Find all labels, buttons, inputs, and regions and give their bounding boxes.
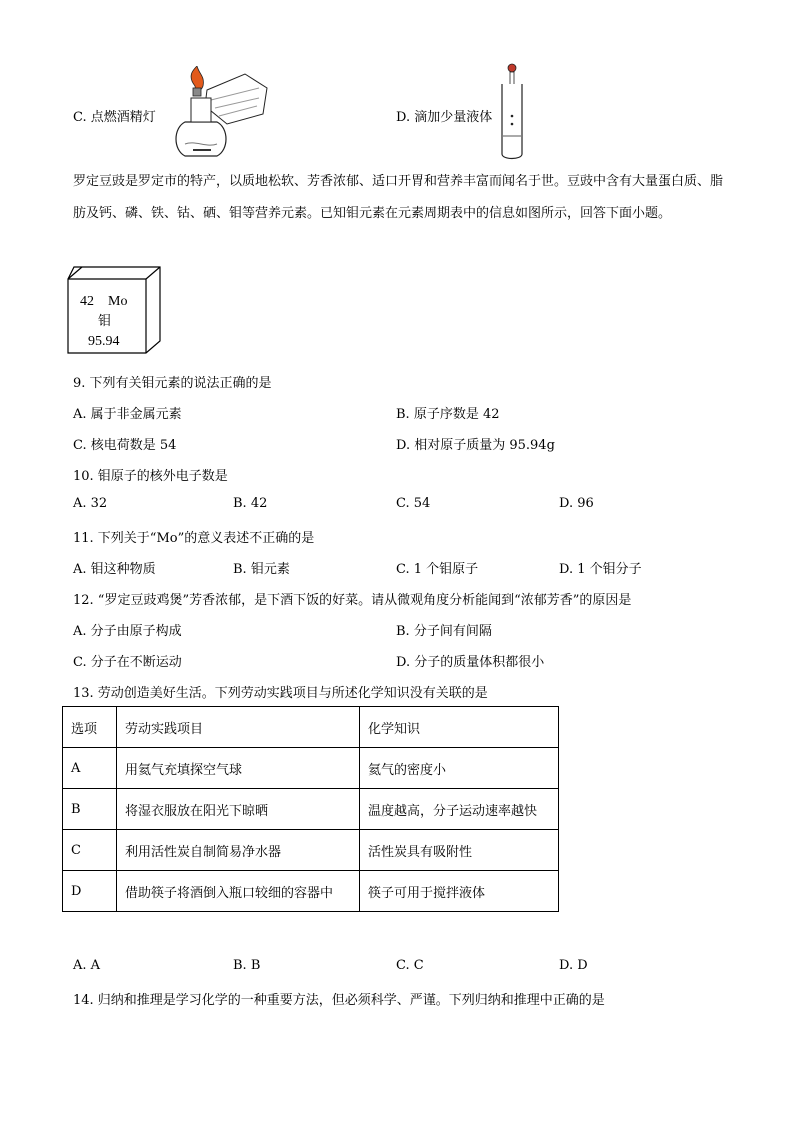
- table-row: [63, 830, 559, 871]
- q9-option-c[interactable]: C. 核电荷数是 54: [73, 438, 177, 453]
- dropper-test-tube-illustration: [498, 62, 526, 162]
- intro-paragraph: 罗定豆豉是罗定市的特产，以质地松软、芳香浓郁、适口开胃和营养丰富而闻名于世。豆豉中含有大量蛋白质、脂肪及钙、磷、铁、钴、硒、钼等营养元素。已知钼元素在元素周期表中的信息如图所示，回答下面小题。: [73, 174, 724, 221]
- q14-stem: 14. 归纳和推理是学习化学的一种重要方法，但必须科学、严谨。下列归纳和推理中正确的是: [73, 993, 605, 1008]
- element-mass: 95.94: [88, 334, 120, 349]
- q10-option-b[interactable]: B. 42: [233, 496, 268, 511]
- q11-option-c[interactable]: C. 1 个钼原子: [396, 562, 479, 577]
- table-row: [63, 871, 559, 912]
- table-header-row: [63, 707, 559, 748]
- q12-option-d[interactable]: D. 分子的质量体积都很小: [396, 655, 545, 670]
- table-cell: 氦气的密度小: [360, 748, 559, 789]
- q12-stem: 12. “罗定豆豉鸡煲”芳香浓郁，是下酒下饭的好菜。请从微观角度分析能闻到“浓郁芳香”的原因是: [73, 593, 632, 608]
- q13-option-c[interactable]: C. C: [396, 958, 424, 973]
- table-cell: 借助筷子将酒倒入瓶口较细的容器中: [117, 871, 360, 912]
- q10-option-c[interactable]: C. 54: [396, 496, 431, 511]
- q9-option-a[interactable]: A. 属于非金属元素: [73, 407, 182, 422]
- q13-option-b[interactable]: B. B: [233, 958, 261, 973]
- element-name: 钼: [98, 314, 112, 329]
- q11-option-d[interactable]: D. 1 个钼分子: [559, 562, 642, 577]
- q10-option-d[interactable]: D. 96: [559, 496, 594, 511]
- table-cell: 活性炭具有吸附性: [360, 830, 559, 871]
- table-cell: 利用活性炭自制简易净水器: [117, 830, 360, 871]
- q13-option-a[interactable]: A. A: [73, 958, 101, 973]
- option-c-light-lamp: C. 点燃酒精灯: [73, 110, 156, 125]
- table-cell: B: [63, 789, 117, 830]
- q10-stem: 10. 钼原子的核外电子数是: [73, 469, 228, 484]
- q10-option-a[interactable]: A. 32: [73, 496, 108, 511]
- table-cell: A: [63, 748, 117, 789]
- lighting-lamp-illustration: [155, 66, 275, 164]
- element-symbol: Mo: [108, 294, 128, 309]
- q12-option-b[interactable]: B. 分子间有间隔: [396, 624, 492, 639]
- table-cell: 筷子可用于搅拌液体: [360, 871, 559, 912]
- q11-option-b[interactable]: B. 钼元素: [233, 562, 290, 577]
- q12-option-c[interactable]: C. 分子在不断运动: [73, 655, 182, 670]
- table-row: [63, 748, 559, 789]
- table-cell: D: [63, 871, 117, 912]
- q12-option-a[interactable]: A. 分子由原子构成: [73, 624, 182, 639]
- table-header-cell: 选项: [63, 707, 117, 748]
- table-cell: 将湿衣服放在阳光下晾晒: [117, 789, 360, 830]
- table-cell: C: [63, 830, 117, 871]
- table-cell: 用氦气充填探空气球: [117, 748, 360, 789]
- q13-table: [62, 706, 559, 912]
- table-header-cell: 劳动实践项目: [117, 707, 360, 748]
- table-row: [63, 789, 559, 830]
- element-number: 42: [80, 294, 94, 309]
- table-header-cell: 化学知识: [360, 707, 559, 748]
- molybdenum-element-card: [66, 265, 162, 355]
- option-d-add-liquid: D. 滴加少量液体: [396, 110, 493, 125]
- q13-stem: 13. 劳动创造美好生活。下列劳动实践项目与所述化学知识没有关联的是: [73, 686, 488, 701]
- q11-option-a[interactable]: A. 钼这种物质: [73, 562, 156, 577]
- q9-option-b[interactable]: B. 原子序数是 42: [396, 407, 500, 422]
- q9-option-d[interactable]: D. 相对原子质量为 95.94g: [396, 438, 555, 453]
- table-cell: 温度越高，分子运动速率越快: [360, 789, 559, 830]
- q11-stem: 11. 下列关于“Mo”的意义表述不正确的是: [73, 531, 315, 546]
- q9-stem: 9. 下列有关钼元素的说法正确的是: [73, 376, 272, 391]
- flame-icon: [191, 66, 203, 91]
- q13-option-d[interactable]: D. D: [559, 958, 588, 973]
- dropper-bulb-icon: [508, 64, 516, 72]
